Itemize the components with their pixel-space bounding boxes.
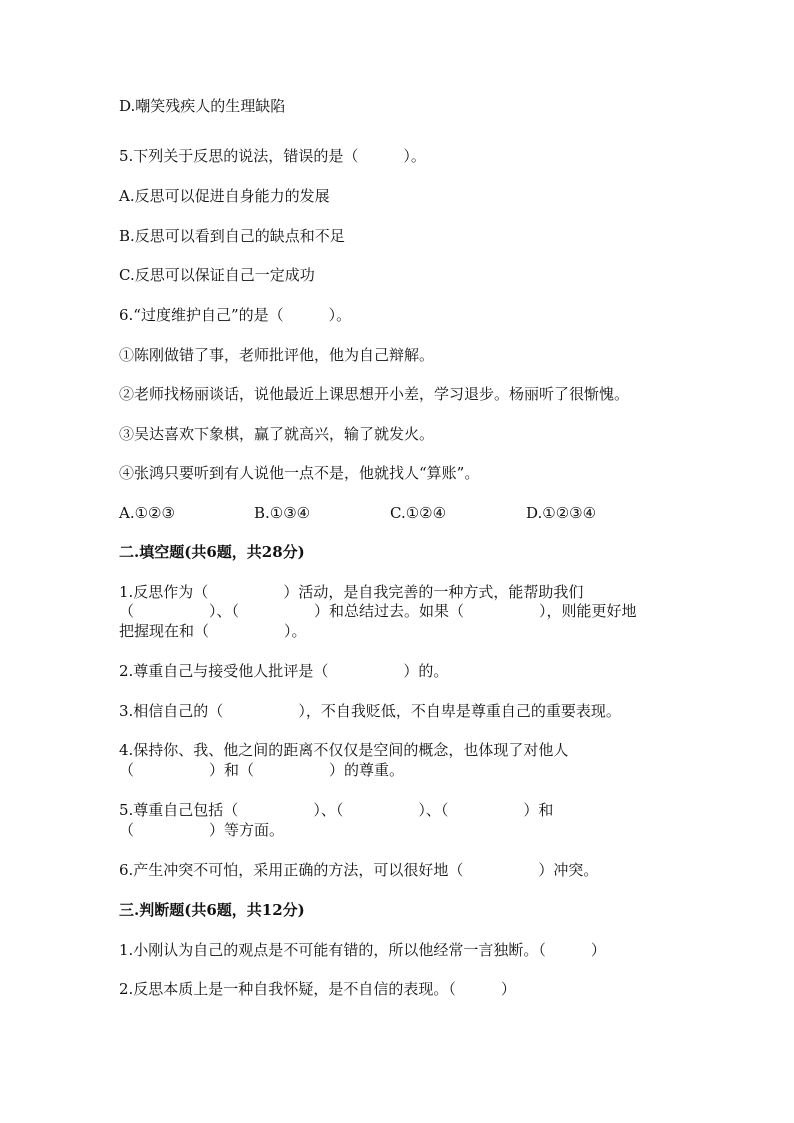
q6-item-4: ④张鸿只要听到有人说他一点不是，他就找人“算账”。 [119, 464, 480, 482]
q5-stem: 5.下列关于反思的说法，错误的是（ ）。 [119, 147, 426, 165]
q5-option-c: C.反思可以保证自己一定成功 [119, 266, 315, 284]
s2-q6: 6.产生冲突不可怕，采用正确的方法，可以很好地（ ）冲突。 [119, 861, 599, 879]
s2-q1-line2: （ ）、（ ）和总结过去。如果（ ），则能更好地 [119, 602, 637, 620]
s2-q5-line1: 5.尊重自己包括（ ）、（ ）、（ ）和 [119, 801, 554, 819]
prev-question-option-d: D.嘲笑残疾人的生理缺陷 [119, 97, 286, 115]
s2-q5-line2: （ ）等方面。 [119, 821, 285, 839]
s2-q1-line1: 1.反思作为（ ）活动，是自我完善的一种方式，能帮助我们 [119, 583, 584, 601]
q6-option-b: B.①③④ [254, 504, 311, 522]
q5-option-b: B.反思可以看到自己的缺点和不足 [119, 227, 345, 245]
q6-stem: 6.“过度维护自己”的是（ ）。 [119, 306, 352, 324]
q6-item-1: ①陈刚做错了事，老师批评他，他为自己辩解。 [119, 346, 435, 364]
s3-q1: 1.小刚认为自己的观点是不可能有错的，所以他经常一言独断。（ ） [119, 941, 606, 959]
q5-option-a: A.反思可以促进自身能力的发展 [119, 187, 330, 205]
q6-option-c: C.①②④ [390, 504, 447, 522]
q6-item-3: ③吴达喜欢下象棋，赢了就高兴，输了就发火。 [119, 425, 435, 443]
s2-q2: 2.尊重自己与接受他人批评是（ ）的。 [119, 662, 449, 680]
s2-q4-line2: （ ）和（ ）的尊重。 [119, 761, 405, 779]
s2-q4-line1: 4.保持你、我、他之间的距离不仅仅是空间的概念，也体现了对他人 [119, 741, 569, 759]
s2-q3: 3.相信自己的（ ），不自我贬低，不自卑是尊重自己的重要表现。 [119, 702, 621, 720]
s2-q1-line3: 把握现在和（ ）。 [119, 622, 307, 640]
q6-option-a: A.①②③ [119, 504, 175, 522]
q6-option-d: D.①②③④ [526, 504, 597, 522]
section3-title: 三.判断题(共6题，共12分) [119, 901, 305, 919]
q6-item-2: ②老师找杨丽谈话，说他最近上课思想开小差，学习退步。杨丽听了很惭愧。 [119, 385, 630, 403]
s3-q2: 2.反思本质上是一种自我怀疑，是不自信的表现。（ ） [119, 980, 516, 998]
section2-title: 二.填空题(共6题，共28分) [119, 543, 305, 561]
